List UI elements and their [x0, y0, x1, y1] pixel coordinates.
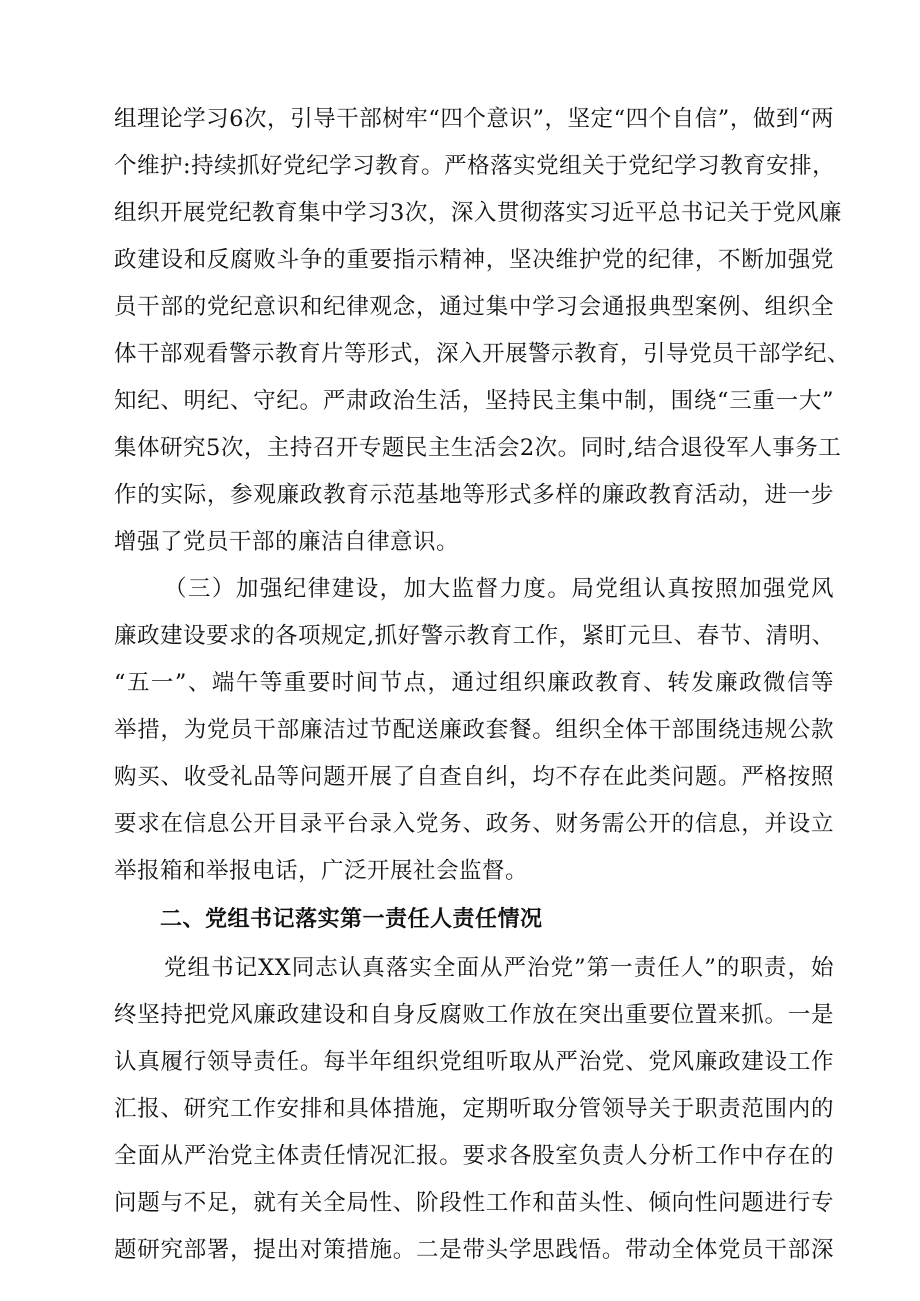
text-line: 题研究部署，提出对策措施。二是带头学思践悟。带动全体党员干部深 — [114, 1237, 834, 1263]
text-line: 组理论学习6次，引导干部树牢“四个意识”，坚定“四个自信”，做到“两 — [114, 106, 834, 132]
text-line: 要求在信息公开目录平台录入党务、政务、财务需公开的信息，并设立 — [114, 811, 834, 837]
text-line: 廉政建设要求的各项规定,抓好警示教育工作，紧盯元旦、春节、清明、 — [114, 623, 835, 649]
text-line: 问题与不足，就有关全局性、阶段性工作和苗头性、倾向性问题进行专 — [114, 1190, 834, 1216]
text-line: 作的实际，参观廉政教育示范基地等形式多样的廉政教育活动，进一步 — [114, 482, 834, 508]
text-line: 知纪、明纪、守纪。严肃政治生活，坚持民主集中制，围绕“三重一大” — [114, 388, 834, 414]
text-line: 认真履行领导责任。每半年组织党组听取从严治党、党风廉政建设工作 — [114, 1049, 834, 1075]
text-line: 体干部观看警示教育片等形式，深入开展警示教育，引导党员干部学纪、 — [114, 341, 851, 367]
text-line: “五一”、端午等重要时间节点，通过组织廉政教育、转发廉政微信等 — [114, 670, 834, 696]
paragraph-party-secretary — [114, 945, 834, 1274]
section-heading: 二、党组书记落实第一责任人责任情况 — [160, 907, 543, 932]
text-line: 购买、收受礼品等问题开展了自查自纠，均不存在此类问题。严格按照 — [114, 764, 834, 790]
text-line: 集体研究5次，主持召开专题民主生活会2次。同时,结合退役军人事务工 — [114, 435, 842, 461]
text-line: 汇报、研究工作安排和具体措施，定期听取分管领导关于职责范围内的 — [114, 1096, 834, 1122]
text-line: 终坚持把党风廉政建设和自身反腐败工作放在突出重要位置来抓。一是 — [114, 1002, 834, 1028]
text-line: 增强了党员干部的廉洁自律意识。 — [114, 529, 460, 555]
text-line: 个维护:持续抓好党纪学习教育。严格落实党组关于党纪学习教育安排， — [114, 153, 836, 179]
text-line: 党组书记XX同志认真落实全面从严治党”第一责任人”的职责，始 — [164, 955, 834, 981]
text-line: 员干部的党纪意识和纪律观念，通过集中学习会通报典型案例、组织全 — [114, 294, 834, 320]
document-page — [114, 96, 851, 1274]
paragraph-study-education — [114, 96, 851, 566]
text-line: 组织开展党纪教育集中学习3次，深入贯彻落实习近平总书记关于党风廉 — [114, 200, 842, 226]
text-line: 举报箱和举报电话，广泛开展社会监督。 — [114, 858, 529, 884]
text-line: 举措，为党员干部廉洁过节配送廉政套餐。组织全体干部围绕违规公款 — [114, 717, 834, 743]
text-line: 全面从严治党主体责任情况汇报。要求各股室负责人分析工作中存在的 — [114, 1143, 834, 1169]
text-line: （三）加强纪律建设，加大监督力度。局党组认真按照加强党风 — [164, 576, 834, 602]
paragraph-discipline-supervision — [114, 566, 834, 895]
text-line: 政建设和反腐败斗争的重要指示精神，坚决维护党的纪律，不断加强党 — [114, 247, 834, 273]
